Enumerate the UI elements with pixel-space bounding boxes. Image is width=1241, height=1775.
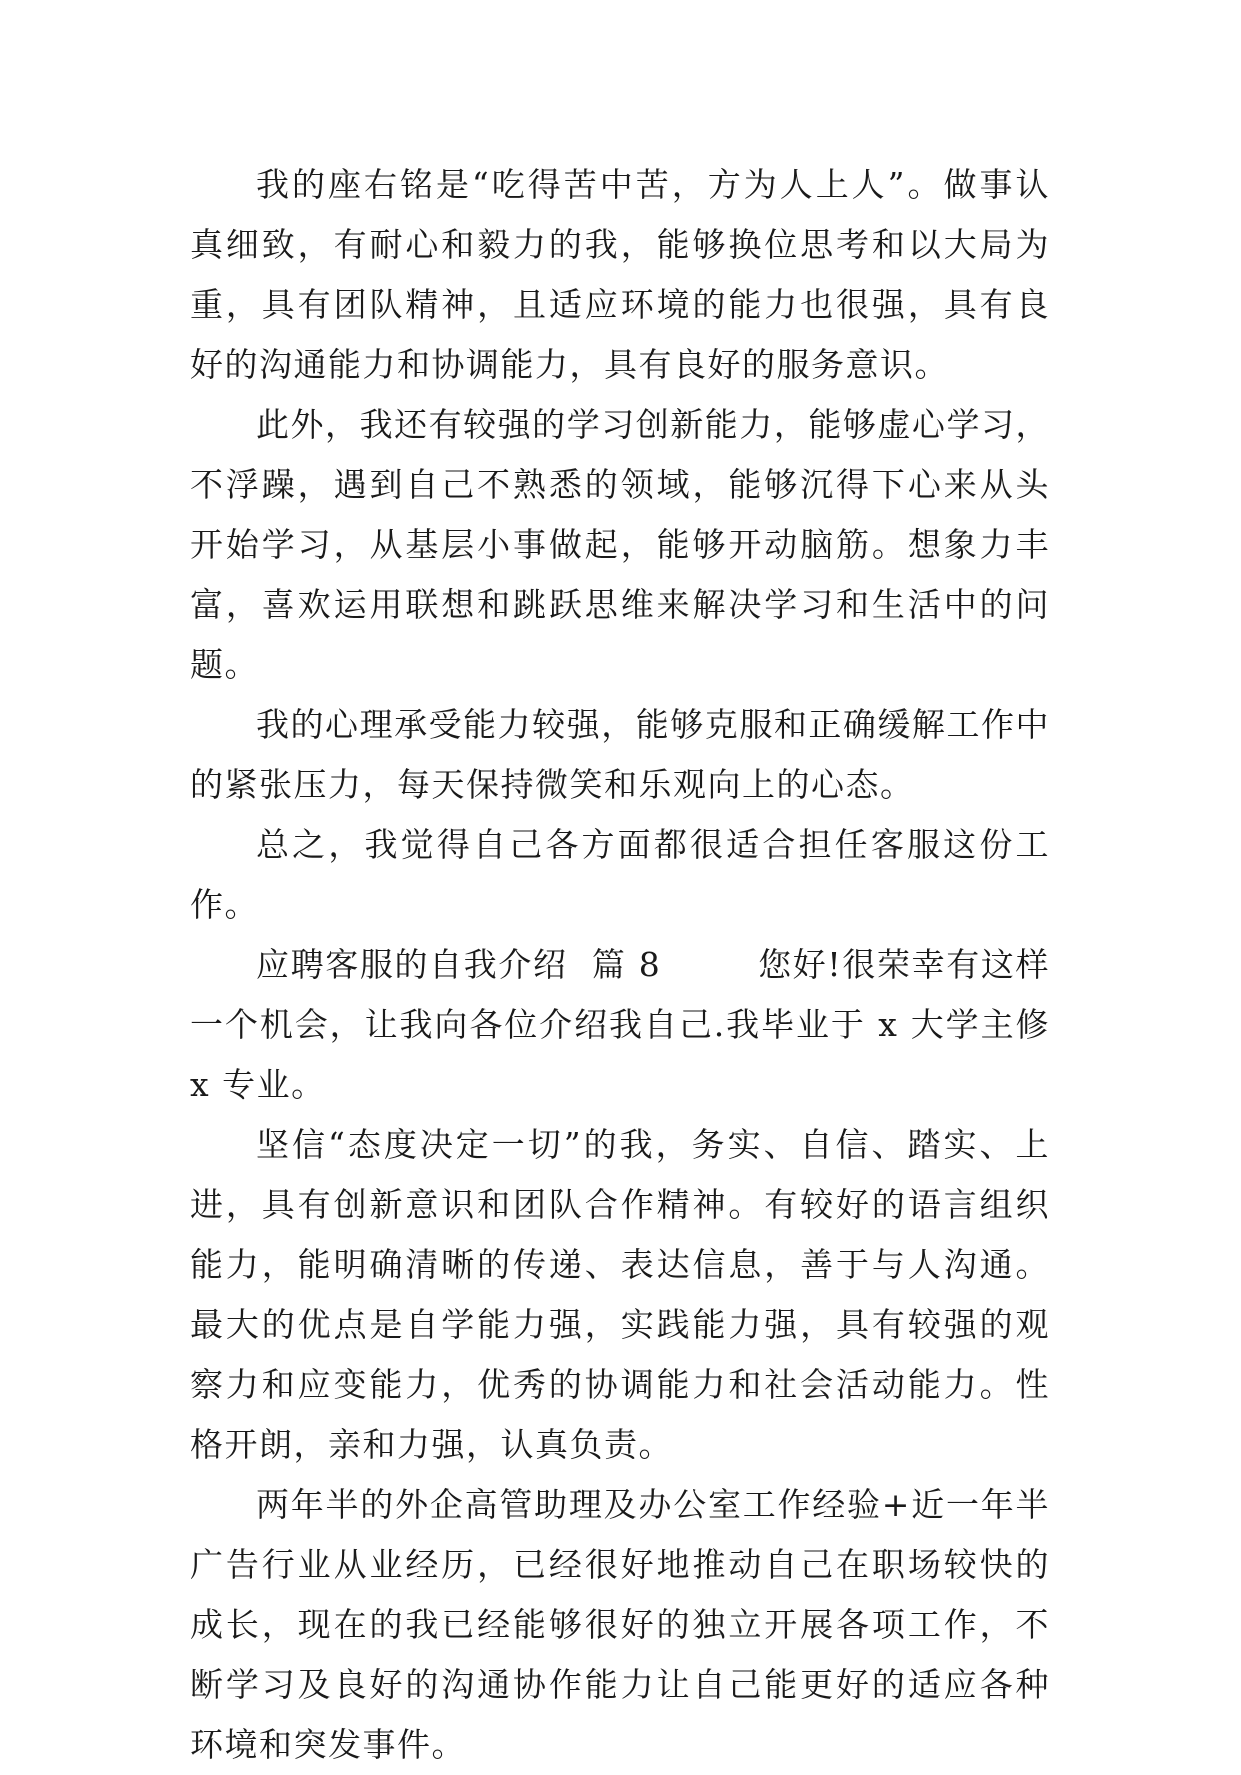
document-body: [190, 155, 1062, 1775]
paragraph: 总之，我觉得自己各方面都很适合担任客服这份工作。: [190, 825, 1050, 924]
paragraph: 我的心理承受能力较强，能够克服和正确缓解工作中的紧张压力，每天保持微笑和乐观向上的心态。: [190, 705, 1050, 804]
paragraph: 此外，我还有较强的学习创新能力，能够虚心学习，不浮躁，遇到自己不熟悉的领域，能够沉得下心来从头开始学习，从基层小事做起，能够开动脑筋。想象力丰富，喜欢运用联想和跳跃思维来解决学习和生活中的问题。: [190, 405, 1050, 684]
paragraph: 我的座右铭是“吃得苦中苦，方为人上人”。做事认真细致，有耐心和毅力的我，能够换位思考和以大局为重，具有团队精神，且适应环境的能力也很强，具有良好的沟通能力和协调能力，具有良好的服务意识。: [190, 165, 1050, 384]
paragraph: 坚信“态度决定一切”的我，务实、自信、踏实、上进，具有创新意识和团队合作精神。有较好的语言组织能力，能明确清晰的传递、表达信息，善于与人沟通。最大的优点是自学能力强，实践能力强，具有较强的观察力和应变能力，优秀的协调能力和社会活动能力。性格开朗，亲和力强，认真负责。: [190, 1125, 1050, 1464]
paragraph: 两年半的外企高管助理及办公室工作经验+近一年半广告行业从业经历，已经很好地推动自己在职场较快的成长，现在的我已经能够很好的独立开展各项工作，不断学习及良好的沟通协作能力让自己能更好的适应各种环境和突发事件。: [190, 1485, 1050, 1764]
section-heading-paragraph: 应聘客服的自我介绍 篇 8 您好!很荣幸有这样一个机会，让我向各位介绍我自己.我毕业于 x 大学主修 x 专业。: [190, 945, 1062, 1104]
